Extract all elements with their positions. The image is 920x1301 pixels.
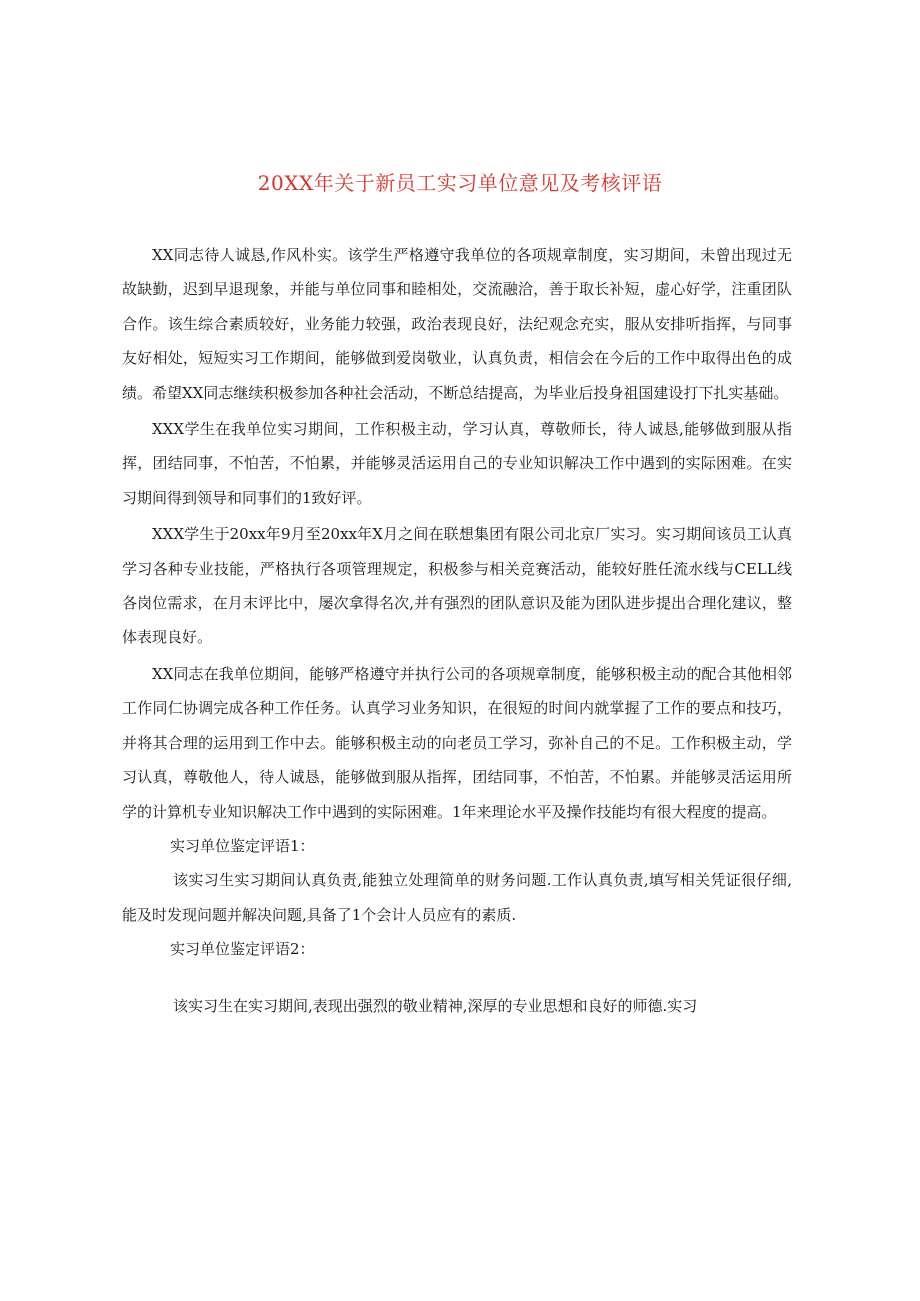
- evaluation-comment-1: 该实习生实习期间认真负责,能独立处理简单的财务问题.工作认真负责,填写相关凭证很仔细,能及时发现问题并解决问题,具备了1个会计人员应有的素质.: [122, 871, 792, 924]
- paragraph-2: XXX学生在我单位实习期间，工作积极主动，学习认真，尊敬师长，待人诚恳,能够做到服从指挥，团结同事，不怕苦，不怕累，并能够灵活运用自己的专业知识解决工作中遇到的实际困难。在实习期间得到领导和同事们的1致好评。: [122, 420, 792, 507]
- evaluation-label-1: 实习单位鉴定评语1：: [170, 836, 315, 855]
- document-body: [122, 238, 792, 1023]
- document-title: 20XX年关于新员工实习单位意见及考核评语: [257, 171, 663, 195]
- paragraph-1: XX同志待人诚恳,作风朴实。该学生严格遵守我单位的各项规章制度，实习期间，未曾出现过无故缺勤，迟到早退现象，并能与单位同事和睦相处，交流融洽，善于取长补短，虚心好学，注重团队合作。该生综合素质较好，业务能力较强，政治表现良好，法纪观念充实，服从安排听指挥，与同事友好相处，短短实习工作期间，能够做到爱岗敬业，认真负责，相信会在今后的工作中取得出色的成绩。希望XX同志继续积极参加各种社会活动，不断总结提高，为毕业后投身祖国建设打下扎实基础。: [122, 246, 792, 402]
- evaluation-label-2: 实习单位鉴定评语2：: [170, 940, 315, 959]
- paragraph-4: XX同志在我单位期间，能够严格遵守并执行公司的各项规章制度，能够积极主动的配合其他相邻工作同仁协调完成各种工作任务。认真学习业务知识，在很短的时间内就掌握了工作的要点和技巧，并将其合理的运用到工作中去。能够积极主动的向老员工学习，弥补自己的不足。工作积极主动，学习认真，尊敬他人，待人诚恳，能够做到服从指挥，团结同事，不怕苦，不怕累。并能够灵活运用所学的计算机专业知识解决工作中遇到的实际困难。1年来理论水平及操作技能均有很大程度的提高。: [122, 664, 792, 821]
- spacer: [122, 967, 792, 989]
- paragraph-3: XXX学生于20xx年9月至20xx年X月之间在联想集团有限公司北京厂实习。实习期间该员工认真学习各种专业技能，严格执行各项管理规定，积极参与相关竞赛活动，能较好胜任流水线与CELL线各岗位需求，在月末评比中，屡次拿得名次,并有强烈的团队意识及能为团队进步提出合理化建议，整体表现良好。: [122, 525, 792, 647]
- evaluation-comment-2: 该实习生在实习期间,表现出强烈的敬业精神,深厚的专业思想和良好的师德.实习: [173, 996, 698, 1015]
